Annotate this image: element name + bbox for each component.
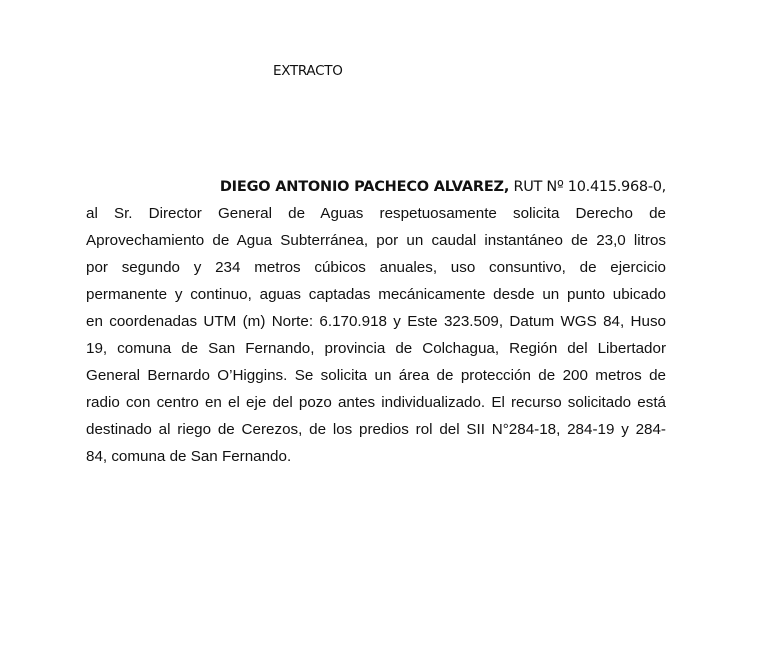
body-line: radio con centro en el eje del pozo antes individualizado. El recurso solicitado está [86, 394, 666, 411]
body-line: 84, comuna de San Fernando. [86, 448, 292, 465]
body-line: en coordenadas UTM (m) Norte: 6.170.918 y Este 323.509, Datum WGS 84, Huso [86, 313, 666, 330]
body-line-1 [86, 175, 666, 202]
document-title: EXTRACTO [273, 63, 343, 79]
applicant-name: DIEGO ANTONIO PACHECO ALVAREZ, [219, 179, 510, 195]
body-line: al Sr. Director General de Aguas respetuosamente solicita Derecho de [86, 205, 666, 222]
body-line: destinado al riego de Cerezos, de los predios rol del SII N°284-18, 284-19 y 284- [86, 421, 666, 438]
body-line: General Bernardo O’Higgins. Se solicita un área de protección de 200 metros de [86, 367, 666, 384]
applicant-rut: RUT Nº 10.415.968-0, [509, 179, 666, 195]
document-body [86, 175, 666, 472]
body-line: por segundo y 234 metros cúbicos anuales, uso consuntivo, de ejercicio [86, 259, 666, 276]
body-line: permanente y continuo, aguas captadas mecánicamente desde un punto ubicado [86, 286, 666, 303]
body-line: 19, comuna de San Fernando, provincia de Colchagua, Región del Libertador [86, 340, 666, 357]
body-line: Aprovechamiento de Agua Subterránea, por un caudal instantáneo de 23,0 litros [86, 232, 666, 249]
